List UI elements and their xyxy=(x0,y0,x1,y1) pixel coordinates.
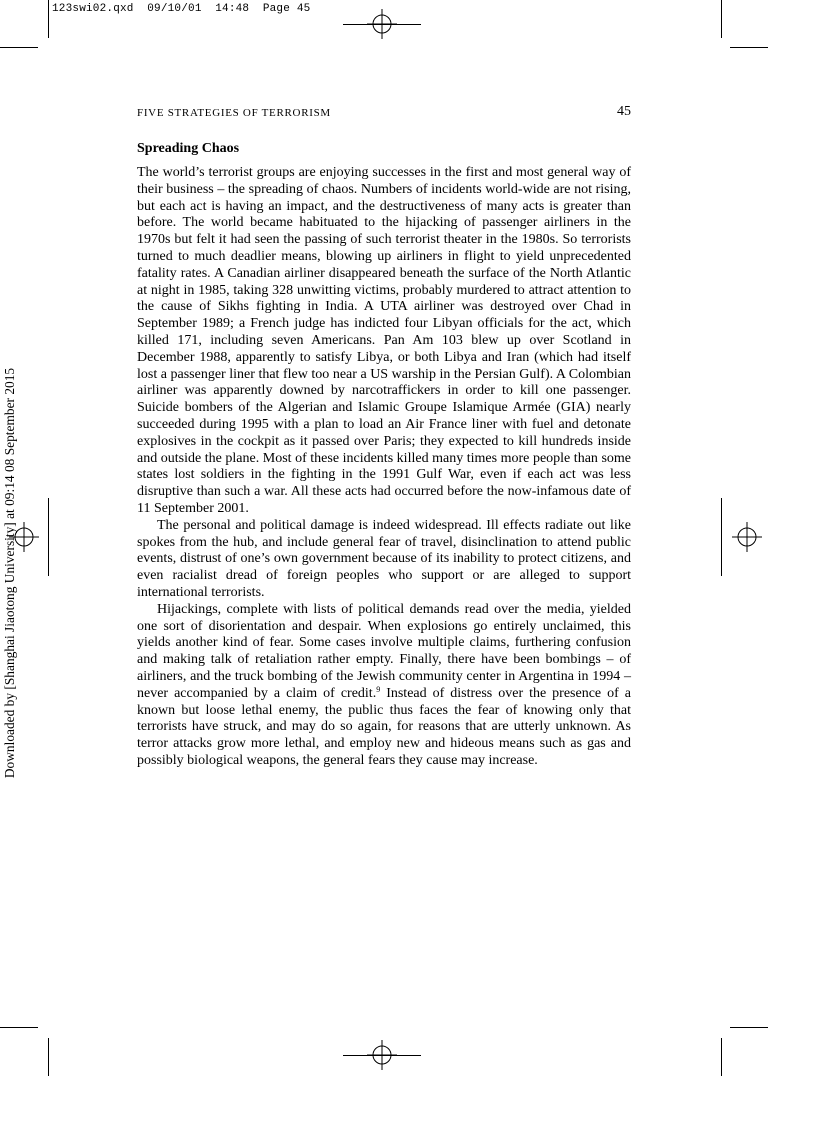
crop-mark-top-right-vertical xyxy=(721,0,722,38)
paragraph-3-text-part-1: Hijackings, complete with lists of political demands read over the media, yielded one sort of disorientation and despair. When explosions go entirely unclaimed, this yields another kind of fear. Some cases involve multiple claims, furthering confusion and making talk of retaliation rather empty. Finally, there have been bombings – of airliners, and the truck bombing of the Jewish community center in Argentina in 1994 – never accompanied by a claim of credit. xyxy=(137,601,631,701)
crop-mark-bottom-right-horizontal xyxy=(730,1027,768,1028)
registration-mark-right-icon xyxy=(732,522,762,552)
crop-mark-top-left-horizontal xyxy=(0,47,38,48)
paragraph-3 xyxy=(137,602,631,770)
slug-line: 123swi02.qxd 09/10/01 14:48 Page 45 xyxy=(52,3,311,15)
body-text xyxy=(137,165,631,770)
crop-mark-left-middle-vertical xyxy=(48,498,49,576)
paragraph-3-text-part-2: Instead of distress over the presence of a known but loose lethal enemy, the public thus faces the fear of knowing only that terrorists have struck, and may do so again, for reasons that are utterly unknown. As terror attacks grow more lethal, and employ new and hideous means such as gas and possibly biological weapons, the general fears they cause may increase. xyxy=(137,685,631,768)
page-header xyxy=(137,104,631,122)
paragraph-2: The personal and political damage is indeed widespread. Ill effects radiate out like spokes from the hub, and include general fear of travel, disinclination to attend public events, distrust of one’s own government because of its inability to protect citizens, and even racialist dread of foreign peoples who support or are alleged to support international terrorists. xyxy=(137,517,631,600)
crop-mark-bottom-left-horizontal xyxy=(0,1027,38,1028)
page-number: 45 xyxy=(617,104,631,119)
running-head: FIVE STRATEGIES OF TERRORISM xyxy=(137,107,331,119)
crop-mark-top-left-vertical xyxy=(48,0,49,38)
footnote-reference[interactable]: 9 xyxy=(376,684,381,694)
registration-line-top xyxy=(343,24,421,25)
registration-line-bottom xyxy=(343,1055,421,1056)
crop-mark-top-right-horizontal xyxy=(730,47,768,48)
crop-mark-bottom-right-vertical xyxy=(721,1038,722,1076)
section-heading: Spreading Chaos xyxy=(137,141,240,156)
download-notice: Downloaded by [Shanghai Jiaotong University] at 09:14 08 September 2015 xyxy=(2,367,17,779)
crop-mark-bottom-left-vertical xyxy=(48,1038,49,1076)
crop-mark-right-middle-vertical xyxy=(721,498,722,576)
paragraph-1: The world’s terrorist groups are enjoying successes in the first and most general way of their business – the spreading of chaos. Numbers of incidents world-wide are not rising, but each act is having an impact, and the destructiveness of many acts is greater than before. The world became habituated to the hijacking of passenger airliners in the 1970s but felt it had seen the passing of such terrorist theater in the 1980s. So terrorists turned to much deadlier means, blowing up airliners in flight to yield unprecedented fatality rates. A Canadian airliner disappeared beneath the surface of the North Atlantic at night in 1985, taking 328 unwitting victims, probably murdered to attract attention to the cause of Sikhs fighting in India. A UTA airliner was destroyed over Chad in September 1989; a French judge has indicted four Libyan officials for the act, which killed 171, including seven Americans. Pan Am 103 blew up over Scotland in December 1988, apparently to satisfy Libya, or both Libya and Iran (which had itself lost a passenger liner that flew too near a US warship in the Persian Gulf). A Colombian airliner was apparently downed by narcotraffickers in order to kill one passenger. Suicide bombers of the Algerian and Islamic Groupe Islamique Armée (GIA) nearly succeeded during 1995 with a plan to load an Air France liner with fuel and detonate explosives in the cockpit as it passed over Paris; they expected to kill hundreds inside and outside the plane. Most of these incidents killed many times more people than some states lost soldiers in the fighting in the 1991 Gulf War, even if each act was less disruptive than such a war. All these acts had occurred before the now-infamous date of 11 September 2001. xyxy=(137,165,631,516)
